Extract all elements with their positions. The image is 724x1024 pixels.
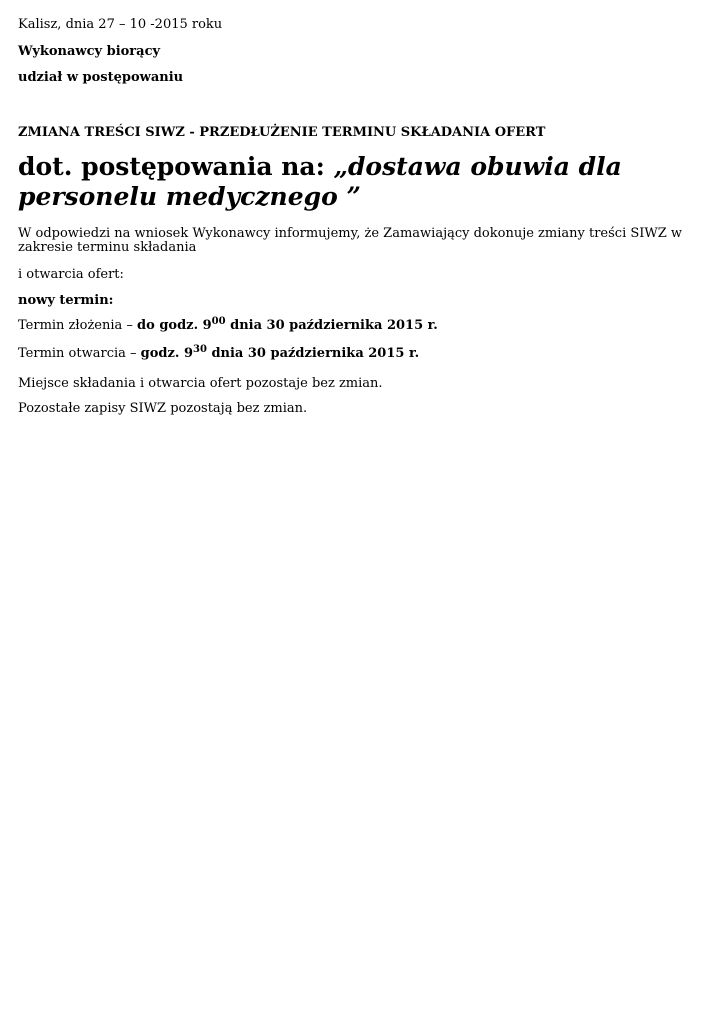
submission-term [18, 318, 438, 334]
heading-title: „dostawa obuwia dla personelu medycznego ” [18, 152, 622, 211]
recipient-line-1: Wykonawcy biorący [18, 44, 161, 59]
submission-time-prefix: do godz. 9 [137, 318, 212, 333]
submission-time [137, 318, 438, 333]
new-term-label: nowy termin: [18, 293, 114, 308]
subject-line: ZMIANA TREŚCI SIWZ - PRZEDŁUŻENIE TERMINU SKŁADANIA OFERT [18, 125, 546, 140]
place-note: Miejsce składania i otwarcia ofert pozostaje bez zmian. [18, 376, 383, 391]
document-heading [18, 152, 688, 212]
opening-date: dnia 30 października 2015 r. [206, 346, 420, 361]
opening-term [18, 346, 419, 362]
submission-time-minutes: 00 [211, 316, 226, 327]
body-paragraph-2: i otwarcia ofert: [18, 267, 124, 282]
opening-time-prefix: godz. 9 [140, 346, 193, 361]
opening-time-minutes: 30 [193, 344, 207, 355]
recipient-line-2: udział w postępowaniu [18, 70, 184, 85]
opening-label: Termin otwarcia – [18, 346, 141, 361]
submission-label: Termin złożenia – [18, 318, 138, 333]
opening-time [141, 346, 420, 361]
submission-date: dnia 30 października 2015 r. [225, 318, 438, 333]
other-note: Pozostałe zapisy SIWZ pozostają bez zmian. [18, 401, 308, 416]
heading-prefix: dot. postępowania na: [18, 152, 334, 181]
date-line: Kalisz, dnia 27 – 10 -2015 roku [18, 17, 223, 32]
body-paragraph-1: W odpowiedzi na wniosek Wykonawcy informujemy, że Zamawiający dokonuje zmiany treści SIWZ w zakresie terminu składania [18, 226, 683, 255]
